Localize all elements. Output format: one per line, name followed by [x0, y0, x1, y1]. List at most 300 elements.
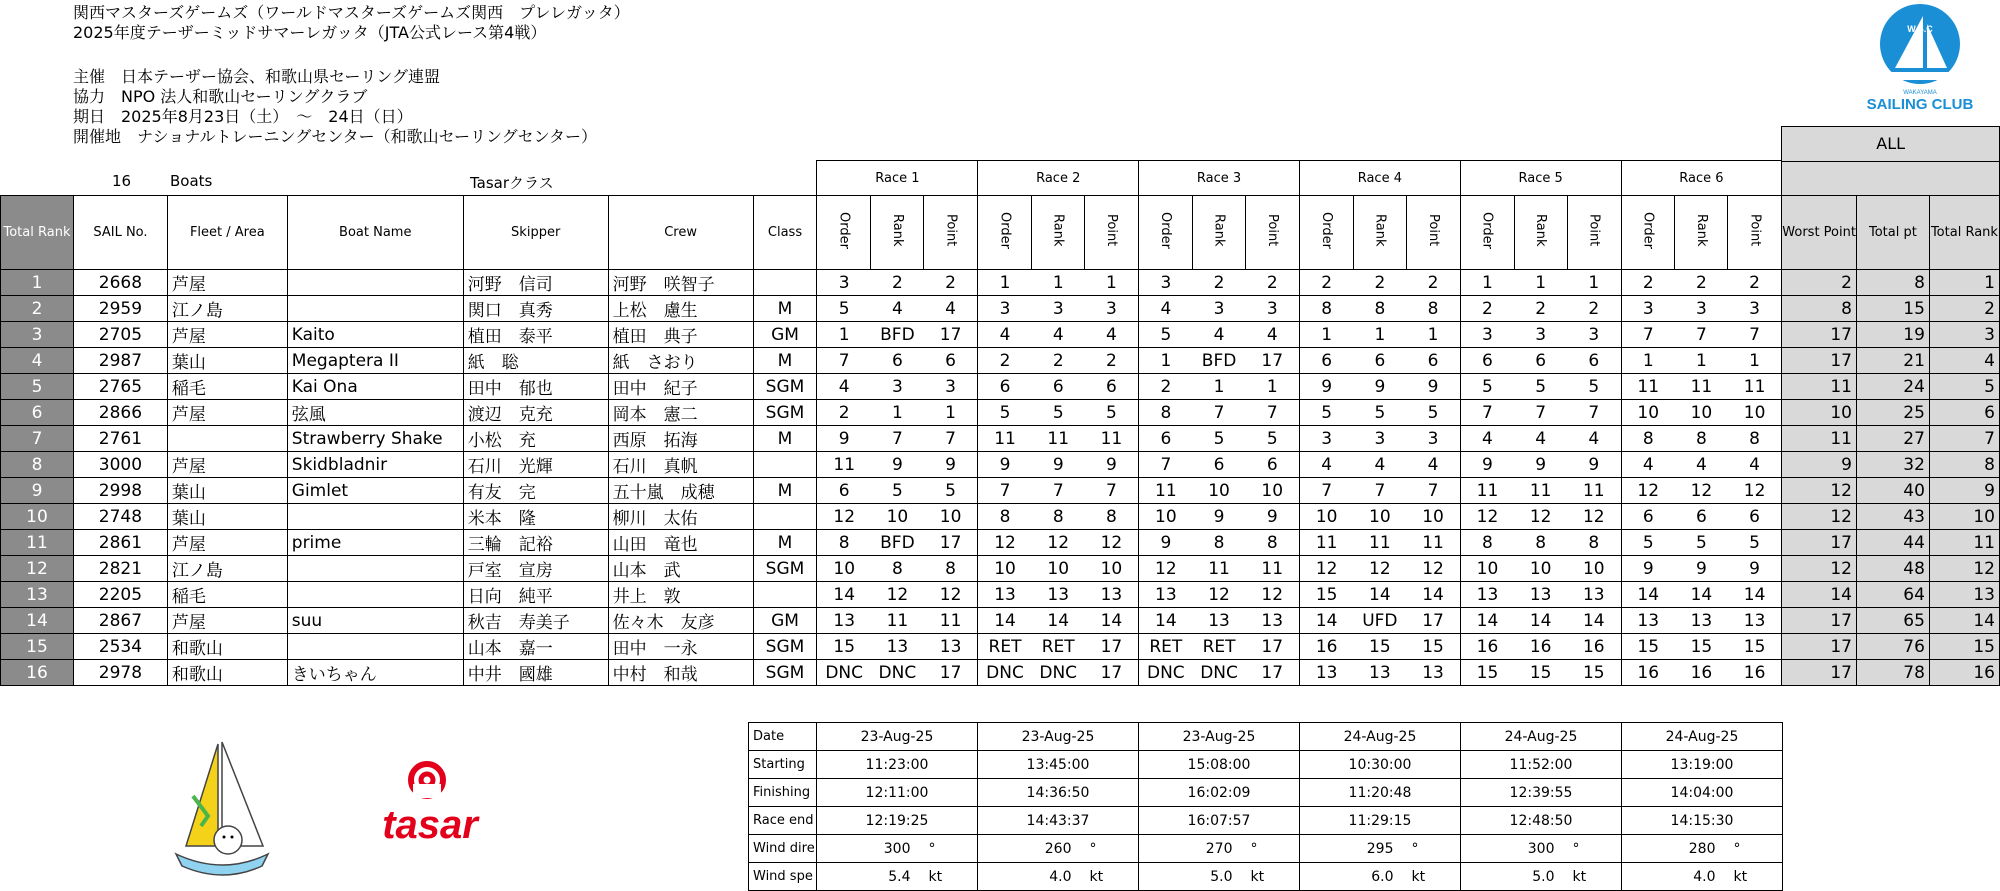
- total-rank-cell: 15: [1, 634, 74, 660]
- class-cell: [753, 270, 817, 296]
- race-end-value: 12:48:50: [1461, 807, 1622, 835]
- logo-top-text: W.S.C: [1907, 24, 1933, 34]
- fleet-cell: 江ノ島: [167, 556, 287, 582]
- wind-spd-unit: kt: [1076, 863, 1139, 891]
- race-6-order-cell: 11: [1621, 374, 1675, 400]
- order-label: Order: [836, 212, 852, 249]
- race-1-point-cell: 7: [924, 426, 978, 452]
- sail-no-cell: 2978: [73, 660, 167, 686]
- crew-cell: 田中 紀子: [608, 374, 753, 400]
- race-3-point-cell: 13: [1246, 608, 1300, 634]
- fleet-cell: 芦屋: [167, 452, 287, 478]
- race-6-order-cell: 2: [1621, 270, 1675, 296]
- race-5-point-cell: 7: [1567, 400, 1621, 426]
- race-2-order-cell: DNC: [978, 660, 1032, 686]
- skipper-cell: 渡辺 克充: [463, 400, 608, 426]
- skipper-cell: 三輪 記裕: [463, 530, 608, 556]
- total-pt-cell: 27: [1856, 426, 1929, 452]
- race-6-rank-header: [1675, 196, 1728, 270]
- race-5-point-cell: 2: [1567, 296, 1621, 322]
- race-4-rank-cell: 7: [1353, 478, 1406, 504]
- total-rank-summary-cell: 16: [1929, 660, 1999, 686]
- worst-point-cell: 9: [1782, 452, 1857, 478]
- crew-cell: 柳川 太佑: [608, 504, 753, 530]
- class-cell: M: [753, 348, 817, 374]
- sail-no-cell: 2534: [73, 634, 167, 660]
- race-6-order-cell: 10: [1621, 400, 1675, 426]
- wind-spd-unit: kt: [1398, 863, 1461, 891]
- race-2-rank-cell: 9: [1032, 452, 1085, 478]
- total-rank-cell: 9: [1, 478, 74, 504]
- race-5-rank-cell: 10: [1514, 556, 1567, 582]
- race-1-rank-cell: 10: [871, 504, 924, 530]
- class-label: Tasarクラス: [470, 174, 554, 192]
- total-pt-cell: 48: [1856, 556, 1929, 582]
- total-rank-summary-cell: 5: [1929, 374, 1999, 400]
- race-5-order-cell: 10: [1460, 556, 1514, 582]
- race-2-rank-cell: RET: [1032, 634, 1085, 660]
- fleet-cell: 芦屋: [167, 270, 287, 296]
- event-title-line2: 2025年度テーザーミッドサマーレガッタ（JTA公式レース第4戦）: [73, 23, 547, 42]
- race-2-rank-cell: 13: [1032, 582, 1085, 608]
- race-3-point-cell: 9: [1246, 504, 1300, 530]
- race-5-rank-cell: 2: [1514, 296, 1567, 322]
- race-1-order-cell: DNC: [817, 660, 871, 686]
- wind-spd-value: 5.0: [1461, 863, 1559, 891]
- total-rank-summary-cell: 14: [1929, 608, 1999, 634]
- race-2-point-cell: 5: [1085, 400, 1139, 426]
- rank-label: Rank: [889, 214, 905, 247]
- race-4-point-cell: 1: [1406, 322, 1460, 348]
- skipper-cell: 小松 充: [463, 426, 608, 452]
- finishing-value: 11:20:48: [1300, 779, 1461, 807]
- race-1-rank-cell: 12: [871, 582, 924, 608]
- race-4-point-cell: 9: [1406, 374, 1460, 400]
- wind-spd-value: 4.0: [1622, 863, 1720, 891]
- worst-point-cell: 17: [1782, 634, 1857, 660]
- race-6-rank-cell: 5: [1675, 530, 1728, 556]
- order-label: Order: [1640, 212, 1656, 249]
- total-pt-cell: 40: [1856, 478, 1929, 504]
- fleet-cell: [167, 426, 287, 452]
- fleet-cell: 江ノ島: [167, 296, 287, 322]
- total-rank-cell: 6: [1, 400, 74, 426]
- race-1-order-cell: 14: [817, 582, 871, 608]
- boat-name-cell: Skidbladnir: [287, 452, 463, 478]
- date-value: 24-Aug-25: [1622, 723, 1783, 751]
- table-row: [1, 660, 2000, 686]
- race-2-order-cell: 4: [978, 322, 1032, 348]
- wind-dir-unit: °: [1559, 835, 1622, 863]
- race-5-order-cell: 13: [1460, 582, 1514, 608]
- race-header-6: Race 6: [1621, 161, 1782, 196]
- wind-dir-value: 280: [1622, 835, 1720, 863]
- class-cell: M: [753, 530, 817, 556]
- crew-cell: 佐々木 友彦: [608, 608, 753, 634]
- skipper-cell: 関口 真秀: [463, 296, 608, 322]
- race-3-rank-cell: 13: [1193, 608, 1246, 634]
- venue-line: 開催地 ナショナルトレーニングセンター（和歌山セーリングセンター）: [73, 127, 598, 146]
- race-4-point-cell: 3: [1406, 426, 1460, 452]
- starting-value: 13:45:00: [978, 751, 1139, 779]
- crew-cell: 山本 武: [608, 556, 753, 582]
- race-3-rank-cell: 11: [1193, 556, 1246, 582]
- race-4-rank-cell: 13: [1353, 660, 1406, 686]
- race-6-point-cell: 4: [1728, 452, 1782, 478]
- race-4-order-cell: 14: [1299, 608, 1353, 634]
- race-2-point-cell: 7: [1085, 478, 1139, 504]
- fleet-cell: 芦屋: [167, 322, 287, 348]
- race-4-rank-cell: 8: [1353, 296, 1406, 322]
- race-5-point-cell: 3: [1567, 322, 1621, 348]
- total-rank-summary-cell: 8: [1929, 452, 1999, 478]
- race-3-point-cell: 3: [1246, 296, 1300, 322]
- race-4-rank-cell: 1: [1353, 322, 1406, 348]
- wind-spd-value: 6.0: [1300, 863, 1398, 891]
- race-3-order-cell: 2: [1139, 374, 1193, 400]
- race-2-rank-cell: 2: [1032, 348, 1085, 374]
- race-1-order-cell: 9: [817, 426, 871, 452]
- all-summary-cell: [1782, 134, 2000, 196]
- rank-label: Rank: [1050, 214, 1066, 247]
- race-5-order-cell: 16: [1460, 634, 1514, 660]
- race-3-order-cell: RET: [1139, 634, 1193, 660]
- total-rank-cell: 1: [1, 270, 74, 296]
- race-2-rank-cell: 4: [1032, 322, 1085, 348]
- race-5-order-cell: 11: [1460, 478, 1514, 504]
- wind-dir-value: 260: [978, 835, 1076, 863]
- race-3-point-cell: 8: [1246, 530, 1300, 556]
- race-2-rank-cell: 12: [1032, 530, 1085, 556]
- race-1-point-cell: 10: [924, 504, 978, 530]
- race-5-rank-cell: 12: [1514, 504, 1567, 530]
- total-rank-header: Total Rank: [1, 196, 74, 270]
- class-cell: GM: [753, 608, 817, 634]
- worst-point-cell: 12: [1782, 478, 1857, 504]
- sail-no-cell: 2765: [73, 374, 167, 400]
- race-4-point-cell: 8: [1406, 296, 1460, 322]
- race-4-rank-cell: 9: [1353, 374, 1406, 400]
- race-6-order-cell: 3: [1621, 296, 1675, 322]
- race-2-point-cell: 17: [1085, 634, 1139, 660]
- fleet-cell: 稲毛: [167, 582, 287, 608]
- race-3-order-cell: 3: [1139, 270, 1193, 296]
- race-2-point-cell: 17: [1085, 660, 1139, 686]
- race-2-order-cell: 2: [978, 348, 1032, 374]
- race-4-point-cell: 14: [1406, 582, 1460, 608]
- tasar-logo-text: tasar: [382, 803, 478, 847]
- race-header-3: Race 3: [1139, 161, 1300, 196]
- race-2-rank-cell: 5: [1032, 400, 1085, 426]
- race-4-point-cell: 7: [1406, 478, 1460, 504]
- boat-name-cell: prime: [287, 530, 463, 556]
- finishing-value: 14:04:00: [1622, 779, 1783, 807]
- race-4-order-cell: 5: [1299, 400, 1353, 426]
- race-6-point-cell: 1: [1728, 348, 1782, 374]
- total-rank-summary-cell: 10: [1929, 504, 1999, 530]
- sail-no-cell: 2821: [73, 556, 167, 582]
- total-pt-cell: 25: [1856, 400, 1929, 426]
- race-4-order-cell: 4: [1299, 452, 1353, 478]
- race-1-rank-cell: 1: [871, 400, 924, 426]
- skipper-cell: 有友 完: [463, 478, 608, 504]
- race-3-order-cell: 7: [1139, 452, 1193, 478]
- race-4-point-cell: 13: [1406, 660, 1460, 686]
- race-5-order-cell: 15: [1460, 660, 1514, 686]
- wind-dir-unit: °: [1237, 835, 1300, 863]
- table-row: [1, 530, 2000, 556]
- total-rank-cell: 14: [1, 608, 74, 634]
- race-1-point-cell: 2: [924, 270, 978, 296]
- race-3-order-cell: 14: [1139, 608, 1193, 634]
- race-3-point-cell: 17: [1246, 348, 1300, 374]
- race-5-point-cell: 16: [1567, 634, 1621, 660]
- race-3-order-cell: 1: [1139, 348, 1193, 374]
- race-1-order-cell: 15: [817, 634, 871, 660]
- total-pt-cell: 32: [1856, 452, 1929, 478]
- boat-name-cell: Gimlet: [287, 478, 463, 504]
- race-6-rank-cell: 9: [1675, 556, 1728, 582]
- total-pt-cell: 24: [1856, 374, 1929, 400]
- race-1-point-cell: 6: [924, 348, 978, 374]
- race-6-rank-cell: 15: [1675, 634, 1728, 660]
- race-2-order-cell: 8: [978, 504, 1032, 530]
- boat-name-cell: [287, 634, 463, 660]
- fleet-cell: 葉山: [167, 478, 287, 504]
- worst-point-cell: 11: [1782, 374, 1857, 400]
- sail-no-cell: 2959: [73, 296, 167, 322]
- race-2-point-cell: 2: [1085, 348, 1139, 374]
- race-2-order-cell: 1: [978, 270, 1032, 296]
- race-1-rank-header: [871, 196, 924, 270]
- class-cell: [753, 452, 817, 478]
- fleet-header: Fleet / Area: [167, 196, 287, 270]
- order-label: Order: [1479, 212, 1495, 249]
- race-2-point-cell: 12: [1085, 530, 1139, 556]
- race-6-point-cell: 11: [1728, 374, 1782, 400]
- race-4-rank-cell: 5: [1353, 400, 1406, 426]
- race-5-order-cell: 2: [1460, 296, 1514, 322]
- race-2-rank-cell: 6: [1032, 374, 1085, 400]
- race-2-point-cell: 8: [1085, 504, 1139, 530]
- finishing-value: 12:11:00: [817, 779, 978, 807]
- race-6-order-cell: 1: [1621, 348, 1675, 374]
- tasar-logo: [365, 760, 495, 850]
- race-5-rank-cell: 15: [1514, 660, 1567, 686]
- race-6-order-cell: 16: [1621, 660, 1675, 686]
- class-cell: [753, 582, 817, 608]
- class-cell: SGM: [753, 634, 817, 660]
- total-pt-cell: 19: [1856, 322, 1929, 348]
- race-2-point-cell: 1: [1085, 270, 1139, 296]
- race-5-rank-cell: 3: [1514, 322, 1567, 348]
- race-2-order-cell: 11: [978, 426, 1032, 452]
- race-5-rank-cell: 11: [1514, 478, 1567, 504]
- wind-dir-unit: °: [1398, 835, 1461, 863]
- table-row: [1, 634, 2000, 660]
- race-6-order-cell: 4: [1621, 452, 1675, 478]
- total-rank-cell: 5: [1, 374, 74, 400]
- sail-no-cell: 2861: [73, 530, 167, 556]
- race-3-point-cell: 5: [1246, 426, 1300, 452]
- fleet-cell: 稲毛: [167, 374, 287, 400]
- race-5-order-cell: 8: [1460, 530, 1514, 556]
- sail-no-cell: 2761: [73, 426, 167, 452]
- skipper-cell: 米本 隆: [463, 504, 608, 530]
- race-4-rank-cell: 14: [1353, 582, 1406, 608]
- crew-cell: 井上 敦: [608, 582, 753, 608]
- race-1-rank-cell: 13: [871, 634, 924, 660]
- wind-spd-value: 5.0: [1139, 863, 1237, 891]
- race-3-order-cell: 11: [1139, 478, 1193, 504]
- rank-label: Rank: [1372, 214, 1388, 247]
- race-6-point-cell: 14: [1728, 582, 1782, 608]
- race-info-label: Wind spe: [749, 863, 817, 891]
- race-4-order-cell: 9: [1299, 374, 1353, 400]
- race-6-rank-cell: 7: [1675, 322, 1728, 348]
- total-rank-cell: 8: [1, 452, 74, 478]
- total-rank-cell: 11: [1, 530, 74, 556]
- sail-no-cell: 2998: [73, 478, 167, 504]
- date-line: 期日 2025年8月23日（土） ～ 24日（日）: [73, 107, 413, 126]
- table-row: [1, 400, 2000, 426]
- race-3-rank-cell: 3: [1193, 296, 1246, 322]
- race-2-point-cell: 14: [1085, 608, 1139, 634]
- race-3-order-cell: 8: [1139, 400, 1193, 426]
- table-row: [1, 270, 2000, 296]
- race-2-order-cell: 14: [978, 608, 1032, 634]
- rank-label: Rank: [1693, 214, 1709, 247]
- race-2-point-cell: 13: [1085, 582, 1139, 608]
- race-6-rank-cell: 16: [1675, 660, 1728, 686]
- race-4-point-cell: 6: [1406, 348, 1460, 374]
- race-4-rank-cell: 4: [1353, 452, 1406, 478]
- race-3-rank-cell: 1: [1193, 374, 1246, 400]
- race-6-point-cell: 12: [1728, 478, 1782, 504]
- skipper-cell: 戸室 宣房: [463, 556, 608, 582]
- race-3-order-cell: DNC: [1139, 660, 1193, 686]
- race-5-point-cell: 12: [1567, 504, 1621, 530]
- date-value: 24-Aug-25: [1300, 723, 1461, 751]
- worst-point-cell: 8: [1782, 296, 1857, 322]
- wind-spd-unit: kt: [1559, 863, 1622, 891]
- race-6-point-cell: 9: [1728, 556, 1782, 582]
- race-4-rank-cell: 10: [1353, 504, 1406, 530]
- wind-dir-value: 300: [817, 835, 915, 863]
- race-1-rank-cell: BFD: [871, 322, 924, 348]
- race-5-point-cell: 10: [1567, 556, 1621, 582]
- race-1-rank-cell: BFD: [871, 530, 924, 556]
- race-1-point-cell: 13: [924, 634, 978, 660]
- wind-spd-unit: kt: [1720, 863, 1783, 891]
- race-4-rank-cell: 3: [1353, 426, 1406, 452]
- starting-value: 13:19:00: [1622, 751, 1783, 779]
- table-row: [1, 556, 2000, 582]
- mascot-sail-illustration: [168, 736, 278, 886]
- race-1-order-cell: 6: [817, 478, 871, 504]
- skipper-header: Skipper: [463, 196, 608, 270]
- crew-cell: 植田 典子: [608, 322, 753, 348]
- fleet-cell: 葉山: [167, 348, 287, 374]
- race-6-rank-cell: 14: [1675, 582, 1728, 608]
- class-cell: SGM: [753, 556, 817, 582]
- skipper-cell: 山本 嘉一: [463, 634, 608, 660]
- total-rank-cell: 13: [1, 582, 74, 608]
- race-3-point-cell: 17: [1246, 634, 1300, 660]
- race-3-order-cell: 4: [1139, 296, 1193, 322]
- race-5-point-header: [1567, 196, 1621, 270]
- total-rank-cell: 2: [1, 296, 74, 322]
- wind-dir-value: 295: [1300, 835, 1398, 863]
- crew-header: Crew: [608, 196, 753, 270]
- total-pt-cell: 44: [1856, 530, 1929, 556]
- race-header-2: Race 2: [978, 161, 1139, 196]
- race-2-rank-cell: 10: [1032, 556, 1085, 582]
- sail-no-cell: 2867: [73, 608, 167, 634]
- race-3-point-cell: 11: [1246, 556, 1300, 582]
- boat-name-cell: Megaptera II: [287, 348, 463, 374]
- race-header-4: Race 4: [1299, 161, 1460, 196]
- race-5-order-cell: 6: [1460, 348, 1514, 374]
- worst-point-cell: 17: [1782, 608, 1857, 634]
- race-2-rank-cell: 8: [1032, 504, 1085, 530]
- race-3-point-cell: 1: [1246, 374, 1300, 400]
- point-label: Point: [1425, 214, 1441, 247]
- race-1-order-header: [817, 196, 871, 270]
- finishing-value: 12:39:55: [1461, 779, 1622, 807]
- table-row: [1, 426, 2000, 452]
- total-pt-cell: 64: [1856, 582, 1929, 608]
- race-3-point-header: [1246, 196, 1300, 270]
- race-1-rank-cell: 3: [871, 374, 924, 400]
- race-3-point-cell: 2: [1246, 270, 1300, 296]
- race-6-rank-cell: 12: [1675, 478, 1728, 504]
- race-5-order-cell: 12: [1460, 504, 1514, 530]
- race-6-order-cell: 9: [1621, 556, 1675, 582]
- wind-dir-unit: °: [1720, 835, 1783, 863]
- race-info-row: [749, 835, 1783, 863]
- boat-name-cell: suu: [287, 608, 463, 634]
- race-4-rank-header: [1353, 196, 1406, 270]
- race-5-point-cell: 11: [1567, 478, 1621, 504]
- boat-name-cell: [287, 504, 463, 530]
- race-6-point-cell: 7: [1728, 322, 1782, 348]
- race-2-order-header: [978, 196, 1032, 270]
- total-pt-cell: 43: [1856, 504, 1929, 530]
- race-1-rank-cell: 8: [871, 556, 924, 582]
- point-label: Point: [1586, 214, 1602, 247]
- race-4-point-cell: 12: [1406, 556, 1460, 582]
- total-pt-cell: 76: [1856, 634, 1929, 660]
- class-cell: M: [753, 426, 817, 452]
- sail-no-cell: 3000: [73, 452, 167, 478]
- boat-name-cell: Kai Ona: [287, 374, 463, 400]
- point-label: Point: [1264, 214, 1280, 247]
- fleet-cell: 芦屋: [167, 530, 287, 556]
- race-4-order-cell: 2: [1299, 270, 1353, 296]
- date-value: 24-Aug-25: [1461, 723, 1622, 751]
- race-4-point-cell: 11: [1406, 530, 1460, 556]
- race-3-order-cell: 10: [1139, 504, 1193, 530]
- race-info-label: Starting: [749, 751, 817, 779]
- race-2-point-cell: 11: [1085, 426, 1139, 452]
- wind-dir-unit: °: [1076, 835, 1139, 863]
- race-6-rank-cell: 2: [1675, 270, 1728, 296]
- table-row: [1, 504, 2000, 530]
- race-1-rank-cell: 2: [871, 270, 924, 296]
- race-3-order-cell: 12: [1139, 556, 1193, 582]
- race-1-point-cell: 11: [924, 608, 978, 634]
